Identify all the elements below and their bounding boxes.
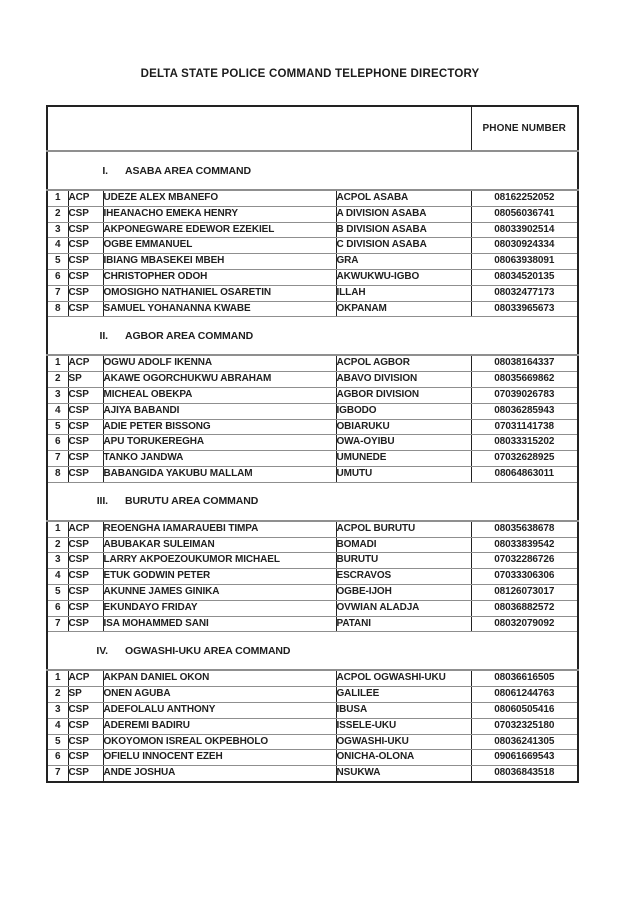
officer-name-cell: AKPONEGWARE EDEWOR EZEKIEL — [103, 222, 336, 238]
serial-number-cell: 8 — [47, 301, 68, 317]
table-row — [47, 285, 578, 301]
officer-name-cell: ABUBAKAR SULEIMAN — [103, 537, 336, 553]
phone-number-column-header: PHONE NUMBER — [471, 106, 578, 151]
phone-number-cell: 07033306306 — [471, 569, 578, 585]
officer-name-cell: AKUNNE JAMES GINIKA — [103, 584, 336, 600]
officer-name-cell: TANKO JANDWA — [103, 451, 336, 467]
section-numeral: II. — [99, 329, 108, 342]
rank-cell: CSP — [68, 238, 103, 254]
phone-number-cell: 07031141738 — [471, 419, 578, 435]
table-row — [47, 190, 578, 206]
rank-cell: SP — [68, 687, 103, 703]
serial-number-cell: 6 — [47, 435, 68, 451]
phone-number-cell: 08032079092 — [471, 616, 578, 632]
officer-name-cell: AJIYA BABANDI — [103, 403, 336, 419]
table-row — [47, 670, 578, 686]
table-row — [47, 600, 578, 616]
table-row — [47, 435, 578, 451]
serial-number-cell: 1 — [47, 190, 68, 206]
serial-number-cell: 6 — [47, 750, 68, 766]
serial-number-cell: 2 — [47, 372, 68, 388]
page-title: DELTA STATE POLICE COMMAND TELEPHONE DIRECTORY — [140, 68, 480, 80]
office-cell: ONICHA-OLONA — [336, 750, 471, 766]
table-row — [47, 537, 578, 553]
rank-cell: CSP — [68, 750, 103, 766]
office-cell: ACPOL OGWASHI-UKU — [336, 670, 471, 686]
rank-cell: CSP — [68, 734, 103, 750]
office-cell: ABAVO DIVISION — [336, 372, 471, 388]
phone-number-cell: 08033965673 — [471, 301, 578, 317]
office-cell: ESCRAVOS — [336, 569, 471, 585]
officer-name-cell: IHEANACHO EMEKA HENRY — [103, 206, 336, 222]
rank-cell: CSP — [68, 451, 103, 467]
serial-number-cell: 7 — [47, 285, 68, 301]
phone-number-cell: 08036616505 — [471, 670, 578, 686]
table-row — [47, 387, 578, 403]
table-row — [47, 269, 578, 285]
section-heading-cell — [47, 151, 578, 190]
phone-number-cell: 08036843518 — [494, 767, 555, 779]
table-row — [47, 718, 578, 734]
serial-number-cell: 3 — [47, 702, 68, 718]
table-row — [47, 222, 578, 238]
rank-cell: CSP — [68, 766, 103, 782]
officer-name-cell: CHRISTOPHER ODOH — [103, 269, 336, 285]
serial-number-cell: 4 — [47, 718, 68, 734]
rank-cell: ACP — [68, 190, 103, 206]
phone-number-cell: 08126073017 — [471, 584, 578, 600]
serial-number-cell: 4 — [47, 569, 68, 585]
serial-number-cell: 1 — [47, 670, 68, 686]
phone-number-cell: 08035638678 — [471, 521, 578, 537]
officer-name-cell: REOENGHA IAMARAUEBI TIMPA — [103, 521, 336, 537]
serial-number-cell: 4 — [47, 403, 68, 419]
serial-number-cell: 4 — [47, 238, 68, 254]
office-cell: GRA — [336, 254, 471, 270]
office-cell: GALILEE — [336, 687, 471, 703]
table-row — [47, 206, 578, 222]
officer-name-cell: UDEZE ALEX MBANEFO — [103, 190, 336, 206]
table-row — [47, 569, 578, 585]
officer-name-cell: BABANGIDA YAKUBU MALLAM — [103, 466, 336, 482]
phone-number-cell: 08033902514 — [471, 222, 578, 238]
phone-number-cell: 08063938091 — [471, 254, 578, 270]
directory-body — [47, 151, 578, 782]
section-heading-row — [47, 317, 578, 356]
table-row — [47, 254, 578, 270]
section-name: BURUTU AREA COMMAND — [125, 495, 259, 508]
rank-cell: ACP — [68, 355, 103, 371]
office-cell: ISSELE-UKU — [336, 718, 471, 734]
office-cell: OVWIAN ALADJA — [336, 600, 471, 616]
officer-name-cell: EKUNDAYO FRIDAY — [103, 600, 336, 616]
office-cell: ACPOL ASABA — [336, 190, 471, 206]
rank-cell: CSP — [68, 254, 103, 270]
office-cell: IGBODO — [336, 403, 471, 419]
section-heading-cell — [47, 482, 578, 521]
serial-number-cell: 3 — [47, 387, 68, 403]
phone-number-cell: 08038164337 — [471, 355, 578, 371]
table-row — [47, 702, 578, 718]
serial-number-cell: 7 — [47, 616, 68, 632]
officer-name-cell: ETUK GODWIN PETER — [103, 569, 336, 585]
table-row — [47, 553, 578, 569]
officer-name-cell: LARRY AKPOEZOUKUMOR MICHAEL — [103, 553, 336, 569]
rank-cell: CSP — [68, 584, 103, 600]
officer-name-cell: OKOYOMON ISREAL OKPEBHOLO — [103, 734, 336, 750]
table-row — [47, 451, 578, 467]
officer-name-cell: ONEN AGUBA — [103, 687, 336, 703]
office-cell: IBUSA — [336, 702, 471, 718]
serial-number-cell: 3 — [47, 553, 68, 569]
serial-number-cell: 1 — [47, 355, 68, 371]
section-heading-row — [47, 632, 578, 671]
serial-number-cell: 7 — [47, 451, 68, 467]
table-row — [47, 584, 578, 600]
phone-number-cell: 07039026783 — [471, 387, 578, 403]
serial-number-cell: 6 — [47, 600, 68, 616]
rank-cell: CSP — [68, 222, 103, 238]
officer-name-cell: MICHEAL OBEKPA — [103, 387, 336, 403]
office-cell: OWA-OYIBU — [336, 435, 471, 451]
serial-number-cell: 6 — [47, 269, 68, 285]
officer-name-cell: OMOSIGHO NATHANIEL OSARETIN — [103, 285, 336, 301]
office-cell: AGBOR DIVISION — [336, 387, 471, 403]
officer-name-cell: OFIELU INNOCENT EZEH — [103, 750, 336, 766]
phone-number-cell: 08033315202 — [471, 435, 578, 451]
phone-number-cell: 08056036741 — [471, 206, 578, 222]
office-cell: PATANI — [336, 616, 471, 632]
phone-number-cell: 08035669862 — [471, 372, 578, 388]
section-name: OGWASHI-UKU AREA COMMAND — [125, 644, 291, 657]
phone-number-cell: 09061669543 — [471, 750, 578, 766]
serial-number-cell: 5 — [47, 419, 68, 435]
rank-cell: CSP — [68, 269, 103, 285]
phone-number-cell: 08061244763 — [471, 687, 578, 703]
table-row — [47, 521, 578, 537]
officer-name-cell: APU TORUKEREGHA — [103, 435, 336, 451]
office-cell: A DIVISION ASABA — [336, 206, 471, 222]
section-heading-row — [47, 151, 578, 190]
phone-number-cell: 08036285943 — [471, 403, 578, 419]
office-cell: OKPANAM — [336, 301, 471, 317]
phone-number-cell: 07032628925 — [471, 451, 578, 467]
rank-cell: CSP — [68, 387, 103, 403]
serial-number-cell: 2 — [47, 687, 68, 703]
section-heading-cell — [47, 632, 578, 671]
serial-number-cell: 8 — [47, 466, 68, 482]
phone-number-cell: 08036882572 — [471, 600, 578, 616]
rank-cell: CSP — [68, 569, 103, 585]
phone-number-cell: 08030924334 — [471, 238, 578, 254]
officer-name-cell: ADEREMI BADIRU — [103, 718, 336, 734]
office-cell: BURUTU — [336, 553, 471, 569]
table-row — [47, 419, 578, 435]
officer-name-cell: IBIANG MBASEKEI MBEH — [103, 254, 336, 270]
rank-cell: CSP — [68, 718, 103, 734]
rank-cell: CSP — [68, 553, 103, 569]
serial-number-cell: 3 — [47, 222, 68, 238]
phone-number-cell: 08034520135 — [471, 269, 578, 285]
rank-cell: CSP — [68, 206, 103, 222]
rank-cell: SP — [68, 372, 103, 388]
rank-cell: CSP — [68, 537, 103, 553]
table-row — [47, 616, 578, 632]
officer-name-cell: AKPAN DANIEL OKON — [103, 670, 336, 686]
office-cell: ILLAH — [336, 285, 471, 301]
blank-header-cell — [47, 106, 471, 151]
rank-cell: CSP — [68, 600, 103, 616]
section-name: ASABA AREA COMMAND — [125, 164, 251, 177]
serial-number-cell: 7 — [47, 766, 68, 782]
section-numeral: IV. — [96, 644, 108, 657]
serial-number-cell: 5 — [47, 254, 68, 270]
table-row — [47, 403, 578, 419]
office-cell: OGWASHI-UKU — [336, 734, 471, 750]
rank-cell: CSP — [68, 616, 103, 632]
section-heading-row — [47, 482, 578, 521]
table-header-row — [47, 106, 578, 151]
table-row — [47, 238, 578, 254]
office-cell: BOMADI — [336, 537, 471, 553]
officer-name-cell: OGWU ADOLF IKENNA — [103, 355, 336, 371]
serial-number-cell: 5 — [47, 584, 68, 600]
section-numeral: III. — [96, 495, 108, 508]
office-cell: B DIVISION ASABA — [336, 222, 471, 238]
table-row — [47, 750, 578, 766]
phone-number-cell: 08064863011 — [471, 466, 578, 482]
office-cell: C DIVISION ASABA — [336, 238, 471, 254]
rank-cell: CSP — [68, 702, 103, 718]
phone-number-cell: 08033839542 — [471, 537, 578, 553]
table-row — [47, 687, 578, 703]
phone-number-cell: 08036241305 — [471, 734, 578, 750]
officer-name-cell: ISA MOHAMMED SANI — [103, 616, 336, 632]
table-row — [47, 355, 578, 371]
telephone-directory-table — [46, 105, 579, 783]
rank-cell: ACP — [68, 670, 103, 686]
serial-number-cell: 5 — [47, 734, 68, 750]
officer-name-cell: ANDE JOSHUA — [103, 766, 336, 782]
phone-number-cell: 08162252052 — [471, 190, 578, 206]
officer-name-cell: ADEFOLALU ANTHONY — [103, 702, 336, 718]
rank-cell: CSP — [68, 435, 103, 451]
officer-name-cell: SAMUEL YOHANANNA KWABE — [103, 301, 336, 317]
office-cell: UMUNEDE — [336, 451, 471, 467]
serial-number-cell: 2 — [47, 537, 68, 553]
serial-number-cell: 2 — [47, 206, 68, 222]
serial-number-cell: 1 — [47, 521, 68, 537]
rank-cell: CSP — [68, 466, 103, 482]
officer-name-cell: OGBE EMMANUEL — [103, 238, 336, 254]
officer-name-cell: ADIE PETER BISSONG — [103, 419, 336, 435]
office-cell: NSUKWA — [336, 766, 471, 782]
section-numeral: I. — [102, 164, 108, 177]
office-cell: UMUTU — [336, 466, 471, 482]
office-cell: ACPOL BURUTU — [336, 521, 471, 537]
office-cell: OGBE-IJOH — [336, 584, 471, 600]
rank-cell: CSP — [68, 301, 103, 317]
phone-number-cell: 08032477173 — [471, 285, 578, 301]
table-row — [47, 301, 578, 317]
officer-name-cell: AKAWE OGORCHUKWU ABRAHAM — [103, 372, 336, 388]
office-cell: AKWUKWU-IGBO — [336, 269, 471, 285]
rank-cell: CSP — [68, 403, 103, 419]
section-name: AGBOR AREA COMMAND — [125, 329, 254, 342]
table-row — [47, 466, 578, 482]
phone-number-cell: 07032325180 — [471, 718, 578, 734]
table-row — [47, 372, 578, 388]
rank-cell: ACP — [68, 521, 103, 537]
phone-number-cell: 07032286726 — [471, 553, 578, 569]
phone-number-cell: 08060505416 — [471, 702, 578, 718]
office-cell: OBIARUKU — [336, 419, 471, 435]
office-cell: ACPOL AGBOR — [336, 355, 471, 371]
table-row — [47, 734, 578, 750]
table-row — [47, 766, 578, 782]
rank-cell: CSP — [68, 285, 103, 301]
section-heading-cell — [47, 317, 578, 356]
rank-cell: CSP — [68, 419, 103, 435]
